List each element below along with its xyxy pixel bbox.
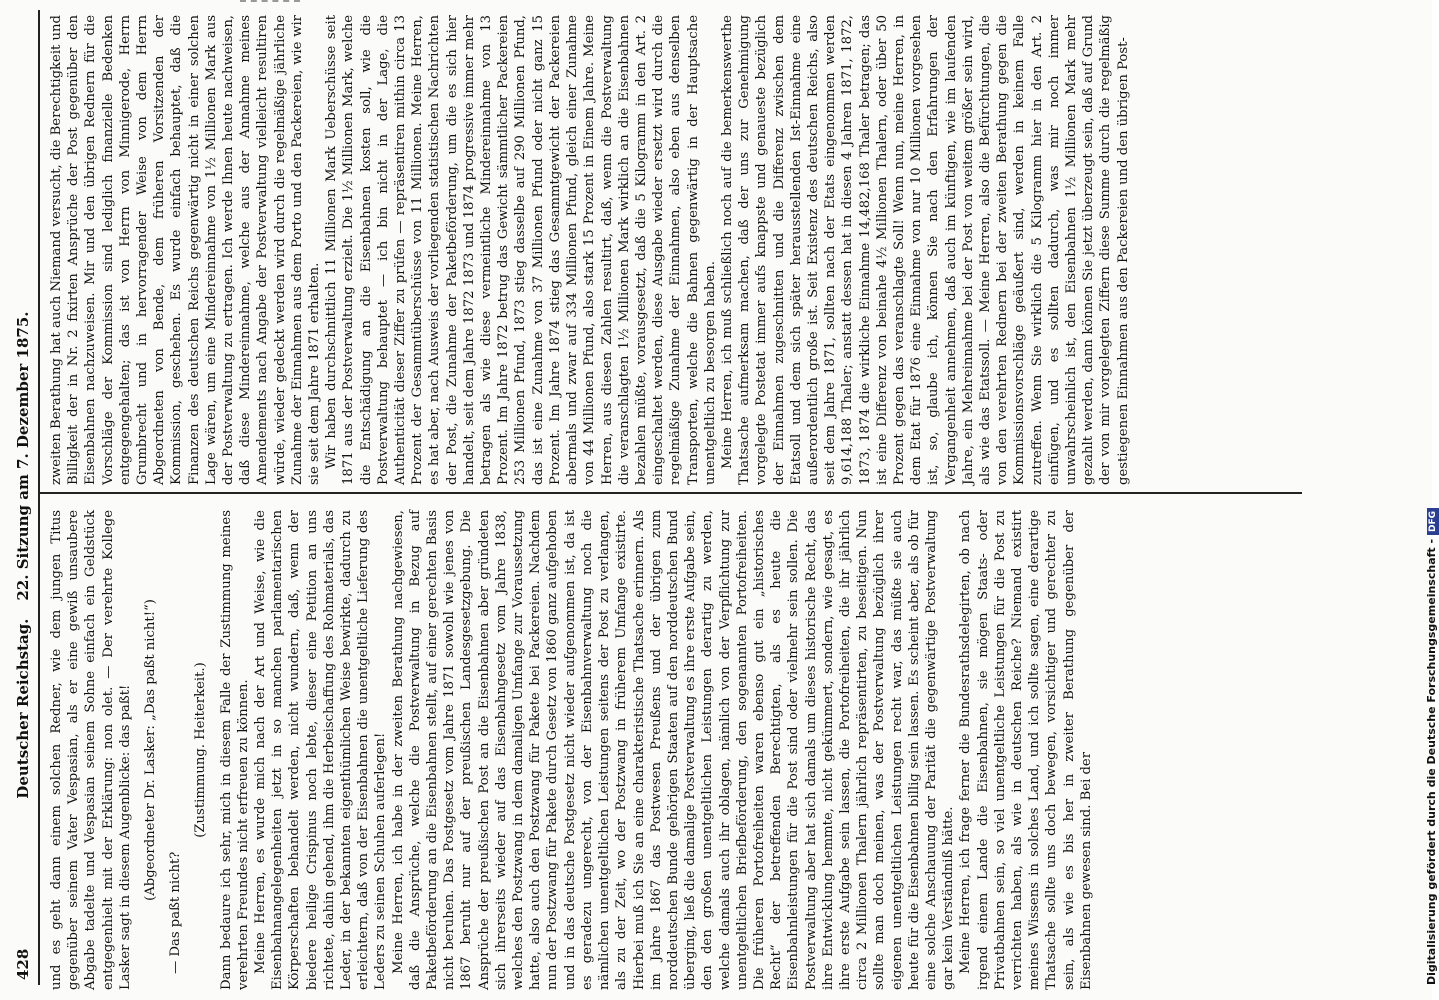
paragraph: Meine Herren, ich muß schließlich noch auf die bemerkenswerthe Thatsache aufmerksam machen, daß der uns zur Genehmigung vorgelegte Postetat immer aufs knappste und genaueste bezüglich der Einnahmen zugeschnitten und die Differenz zwischen dem Etatsoll und dem sich später herausstellenden Ist-Einnahme eine außerordentlich große ist. Seit Existenz des deutschen Reichs, also seit dem Jahre 1871, sollten nach der Etats eingenommen werden 9,614,188 Thaler; anstatt dessen hat in diesen 4 Jahren 1871, 1872, 1873, 1874 die wirkliche Einnahme 14,482,168 Thaler betragen; das ist eine Differenz von beinahe 4½ Millionen Thalern, oder über 50 Prozent gegen das veranschlagte Soll! Wenn nun, meine Herren, in dem Etat für 1876 eine Einnahme von nur 10 Millionen vorgesehen ist, so, glaube ich, können Sie nach den Erfahrungen der Vergangenheit annehmen, daß auch im künftigen, wie im laufenden Jahre, ein Mehreinnahme bei der Post von weitem größer sein wird, als wie das Etatssoll. — Meine Herren, also die Befürchtungen, die von den verehrten Rednern bei der zweiten Berathung gegen die Kommissionsvorschläge geäußert sind, werden in keinem Falle zutreffen. Wenn Sie wirklich die 5 Kilogramm hier in den Art. 2 einfügen, und es sollten dadurch, was mir noch immer unwahrscheinlich ist, den Eisenbahnen 1½ Millionen Mark mehr gezahlt werden, dann können Sie jetzt überzeugt sein, daß auf Grund der von mir vorgelegten Ziffern diese Summe durch die regelmäßig gestiegenen Einnahmen aus den Packereien und den übrigen Post- [719, 15, 1131, 485]
paragraph: und es geht dann einem solchen Redner, wie dem jungen Titus gegenüber seinem Vater Vespasian, als er eine gewiß unsaubere Abgabe tadelte und Vespasian seinem Sohne einfach ein Geldstück entgegenhielt mit der Erklärung: non olet. — Der verehrte Kollege Lasker sagt in diesem Augenblicke: das paßt! [49, 510, 133, 990]
paragraph: Wir haben durchschnittlich 11 Millionen Mark Ueberschüsse seit 1871 aus der Postverwaltung erzielt. Die 1½ Millionen Mark, welche die Entschädigung an die Eisenbahnen kosten soll, wie die Postverwaltung behauptet — ich bin nicht in der Lage, die Authenticität dieser Ziffer zu prüfen — repräsentiren mithin circa 13 Prozent der Gesammtüberschüsse von 11 Millionen. Meine Herren, es hat aber, nach Ausweis der vorliegenden statistischen Nachrichten der Post, die Zunahme der Paketbeförderung, um die es sich hier handelt, seit dem Jahre 1872 1873 und 1874 progressive immer mehr betragen als wie diese vermeintliche Mindereinnahme von 13 Prozent. Im Jahre 1872 betrug das Gewicht sämmtlicher Packereien 253 Millionen Pfund, 1873 stieg dasselbe auf 290 Millionen Pfund, das ist eine Zunahme von 37 Millionen Pfund oder nicht ganz 15 Prozent. Im Jahre 1874 stieg das Gesammtgewicht der Packereien abermals und zwar auf 334 Millionen Pfund, gleich einer Zunahme von 44 Millionen Pfund, also stark 15 Prozent in Einem Jahre. Meine Herren, aus diesen Zahlen resultirt, daß, wenn die Postverwaltung die veranschlagten 1½ Millionen Mark wirklich an die Eisenbahnen bezahlen müßte, vorausgesetzt, daß die 5 Kilogramm in den Art. 2 eingeschaltet werden, diese Ausgabe wieder ersetzt wird durch die regelmäßige Zunahme der Einnahmen, also eben aus denselben Transporten, welche die Bahnen gegenwärtig in der Hauptsache unentgeltlich zu besorgen haben. [324, 15, 718, 485]
page-number: 428 [14, 948, 32, 980]
paragraph: Meine Herren, ich frage ferner die Bundesrathsdelegirten, ob nach irgend einem Lande die Eisenbahnen, sie mögen Staats- oder Privatbahnen sein, so viel unentgeltliche Leistungen für die Post zu verrichten haben, als wie in deutschen Reiche? Niemand existirt meines Wissens in solches Land, und ich sollte sagen, eine derartige Thatsache sollte uns doch bewegen, vorsichtiger und gerechter zu sein, als wie es bis her in zweiter Berathung gegenüber der Eisenbahnen gewesen sind. Bei der [958, 510, 1094, 990]
paragraph: Meine Herren, ich habe in der zweiten Berathung nachgewiesen, daß die Ansprüche, welche die Postverwaltung in Bezug auf Paketbeförderung an die Eisenbahnen stellt, auf einer gerechten Basis nicht beruhen. Das Postgesetz vom Jahre 1871 sowohl wie jenes von 1867 beruht nur auf der preußischen Landesgesetzgebung. Die Ansprüche der preußischen Post an die Eisenbahnen aber gründeten sich ihrerseits wieder auf das Eisenbahngesetz vom Jahre 1838, welches den Postzwang in dem damaligen Umfange zur Voraussetzung hatte, also auch den Postzwang für Pakete bei Packereien. Nachdem nun der Postzwang für Pakete durch Gesetz von 1860 ganz aufgehoben und in das deutsche Postgesetz nicht wieder aufgenommen ist, da ist es geradezu ungerecht, von der Eisenbahnverwaltung noch die nämlichen unentgeltlichen Leistungen seitens der Post zu verlangen, als zu der Zeit, wo der Postzwang in früherem Umfange existirte. Hierbei muß ich Sie an eine charakteristische Thatsache erinnern. Als im Jahre 1867 das Postwesen Preußens und der übrigen zum norddeutschen Bunde gehörigen Staaten auf den norddeutschen Bund überging, ließ die damalige Postverwaltung es ihre erste Aufgabe sein, den den großen unentgeltlichen Leistungen derartig zu werden, welche damals auch ihr oblagen, nämlich von der Verpflichtung zur unentgeltlichen Briefbeförderung, den sogenannten Portofreiheiten. Die früheren Portofreiheiten waren ebenso gut ein „historisches Recht“ der betreffenden Berechtigten, als es heute die Eisenbahnleistungen für die Post sind oder vielmehr sein sollen. Die Postverwaltung aber hat sich damals um dieses historische Recht, das ihre Entwicklung hemmte, nicht gekümmert, sondern, wie gesagt, es ihre erste Aufgabe sein lassen, die Portofreiheiten, die ihr jährlich circa 2 Millionen Thalern jährlich repräsentirten, zu beseitigen. Nun sollte man doch meinen, was der Postverwaltung bezüglich ihrer eigenen unentgeltlichen Leistungen recht war, das müßte sie auch heute für die Eisenbahnen billig sein lassen. Es scheint aber, als ob für eine solche Anschauung der Parität die gegenwärtige Postverwaltung gar kein Verständniß hätte. [390, 510, 957, 990]
left-column [48, 510, 1310, 990]
interjection: (Abgeordneter Dr. Lasker: „Das paßt nicht!“) [143, 599, 159, 901]
journal-title: Deutscher Reichstag. [14, 618, 32, 799]
right-column [48, 15, 1310, 485]
paragraph: — Das paßt nicht? [168, 851, 184, 974]
reaction-note: (Zustimmung. Heiterkeit.) [193, 662, 209, 838]
session-title: 22. Sitzung am 7. Dezember 1875. [14, 311, 32, 601]
paragraph: Dann bedaure ich sehr, mich in diesem Falle der Zustimmung meines verehrten Freundes nicht erfreuen zu können. [218, 510, 251, 990]
credit-text: Digitalisierung gefördert durch die Deutsche Forschungsgemeinschaft - [1425, 538, 1438, 985]
running-header [14, 0, 44, 980]
paragraph: zweiten Berathung hat auch Niemand versucht, die Berechtigkeit und Billigkeit der in Nr. 2 fixirten Ansprüche der Post gegenüber den Eisenbahnen nachzuweisen. Mir und den übrigen Rednern für die Vorschläge der Kommission sind lediglich finanzielle Bedenken entgegengehalten; das ist von Herrn von Minnigerode, Herrn Grumbrecht und in hervorragender Weise von dem Herrn Abgeordneten von Bende, dem früheren Vorsitzenden der Kommission, geschehen. Es wurde einfach behauptet, daß die Finanzen des deutschen Reichs gegenwärtig nicht in einer solchen Lage wären, um eine Mindereinnahme von 1½ Millionen Mark aus der Postverwaltung zu ertragen. Ich werde Ihnen heute nachweisen, daß diese Mindereinnahme, welche aus der Annahme meines Amendements nach Angabe der Postverwaltung vielleicht resultiren würde, wieder gedeckt werden wird durch die regelmäßige jährliche Zunahme der Einnahmen aus dem Porto und den Packereien, wie wir sie seit dem Jahre 1871 erhalten. [49, 15, 323, 485]
digitization-credit [1425, 508, 1439, 985]
top-edge-artifact [240, 0, 300, 4]
paragraph: Meine Herren, es wurde mich nach der Art und Weise, wie die Eisenbahnangelegenheiten jetzt in so manchen parlamentarischen Körperschaften behandelt werden, nicht wundern, daß, wenn der biedere heilige Crispinus noch lebte, dieser eine Petition an uns richtete, dahin gehend, ihm die Herbeischaffung des Rohmaterials, das Leder, in der bekannten eigenthümlichen Weise bewirkte, dadurch zu erleichtern, daß von der Eisenbahnen die unentgeltliche Lieferung des Leders zu seinen Schuhen auferlegen! [253, 510, 389, 990]
dfg-logo: DFG [1427, 508, 1439, 535]
column-divider [40, 492, 1302, 494]
header-rule [38, 10, 40, 985]
